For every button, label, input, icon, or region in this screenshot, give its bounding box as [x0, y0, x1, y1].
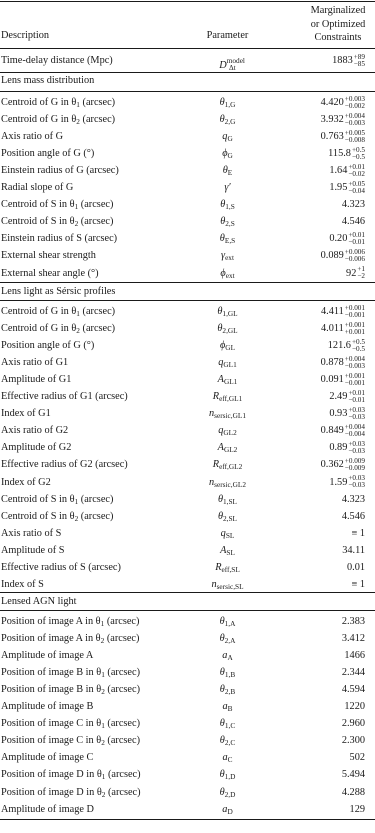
row-description: Position of image A in $\theta_2$ (arcsec) — [1, 633, 140, 646]
row-value: 0.01 — [346, 561, 365, 573]
row-parameter: $\gamma_{ext}$ — [221, 250, 234, 263]
row-parameter: $a_A$ — [222, 650, 233, 663]
row-description: Position of image B in $\theta_1$ (arcsec) — [1, 667, 140, 680]
table-row — [0, 681, 375, 698]
row-parameter: $\theta_{2,S}$ — [220, 216, 235, 229]
table-row — [0, 303, 375, 320]
table-row — [0, 320, 375, 337]
uncertainty: +1 −2 — [357, 265, 365, 281]
section-title-rule — [0, 91, 375, 92]
row-parameter: $\theta_E$ — [222, 165, 233, 178]
section-title-rule — [0, 610, 375, 611]
row-value: 2.960 — [341, 718, 365, 730]
row-description: Centroid of S in $\theta_2$ (arcsec) — [1, 216, 114, 229]
table-row — [0, 801, 375, 818]
row-description: Position of image B in $\theta_2$ (arcsec) — [1, 684, 140, 697]
uncertainty: +0.5 −0.5 — [351, 145, 365, 161]
uncertainty: +0.004 −0.004 — [344, 422, 365, 438]
row-description: Index of G2 — [1, 476, 51, 488]
table-row — [0, 766, 375, 783]
uncertainty: +0.005 −0.008 — [344, 128, 365, 144]
row-value: 1220 — [344, 701, 365, 713]
header-constraints-line: Marginalized — [310, 5, 366, 16]
table-row — [0, 371, 375, 388]
uncertainty: +0.001 −0.001 — [344, 371, 365, 387]
uncertainty: +0.003 −0.002 — [344, 94, 365, 110]
table-row — [0, 94, 375, 111]
row-value: 4.323 — [341, 199, 365, 211]
row-parameter: γ′ — [224, 182, 231, 194]
row-parameter: $R_{eff,SL}$ — [215, 561, 240, 574]
row-description: Centroid of S in $\theta_1$ (arcsec) — [1, 493, 114, 506]
row-description: Effective radius of G2 (arcsec) — [1, 459, 128, 471]
row-value: 0.362 +0.009 −0.009 — [320, 457, 365, 473]
table-row — [0, 388, 375, 405]
row-value: 5.494 — [341, 769, 365, 781]
row-description: Einstein radius of S (arcsec) — [1, 233, 118, 245]
uncertainty: +0.5 −0.5 — [351, 337, 365, 353]
row-parameter: $\theta_{1,S}$ — [220, 199, 235, 212]
row-parameter: $\theta_{1,G}$ — [219, 97, 236, 109]
row-value: 4.546 — [341, 216, 365, 228]
row-description: Amplitude of image A — [1, 650, 94, 662]
row-value: 502 — [349, 752, 365, 764]
table-row — [0, 715, 375, 732]
row-parameter: $R_{eff,GL1}$ — [212, 391, 243, 404]
row-value: 0.93 +0.03 −0.03 — [329, 405, 365, 421]
section-title: Lens mass distribution — [1, 75, 95, 86]
row-value: 0.089 +0.006 −0.006 — [320, 248, 365, 264]
row-description: Position of image A in $\theta_1$ (arcsec) — [1, 616, 140, 628]
row-parameter: $\phi_{ext}$ — [220, 267, 235, 280]
row-description: Position angle of G (°) — [1, 148, 95, 160]
table-row — [0, 613, 375, 630]
uncertainty: +0.01 −0.01 — [348, 231, 365, 247]
row-parameter: $\theta_{1,GL}$ — [217, 306, 238, 318]
row-parameter: $A_{GL1}$ — [217, 374, 238, 387]
row-description: Amplitude of S — [1, 544, 65, 556]
table-row — [0, 559, 375, 576]
row-description: Amplitude of image D — [1, 803, 94, 815]
table-row — [0, 732, 375, 749]
table-row — [0, 630, 375, 647]
row-description: External shear angle (°) — [1, 267, 99, 279]
row-parameter: $q_G$ — [222, 131, 233, 144]
table-row — [0, 145, 375, 162]
row-value: 4.288 — [341, 786, 365, 798]
row-parameter: $\theta_{1,D}$ — [219, 769, 236, 782]
row-value: 0.763 +0.005 −0.008 — [320, 128, 365, 144]
table-row — [0, 542, 375, 559]
row-description: Time-delay distance (Mpc) — [1, 55, 113, 66]
row-parameter: $\theta_{2,SL}$ — [217, 510, 238, 523]
uncertainty: +0.006 −0.006 — [344, 248, 365, 264]
row-value: 4.323 — [341, 493, 365, 505]
row-value: 0.20 +0.01 −0.01 — [329, 231, 365, 247]
row-value: 4.411 +0.001 −0.001 — [320, 303, 365, 319]
row-value: 3.932 +0.004 −0.003 — [320, 111, 365, 127]
row-value: 0.849 +0.004 −0.004 — [320, 422, 365, 438]
table-row — [0, 647, 375, 664]
row-parameter: $q_{GL1}$ — [218, 357, 237, 370]
row-value: 0.89 +0.03 −0.03 — [329, 440, 365, 456]
row-value: 3.412 — [341, 633, 365, 645]
row-description: Amplitude of image C — [1, 752, 94, 764]
time-delay-row — [0, 52, 375, 72]
table-row — [0, 405, 375, 422]
table-row — [0, 354, 375, 371]
row-description: Index of G1 — [1, 408, 51, 420]
row-value: 1466 — [344, 650, 365, 662]
row-parameter: $n_{sersic,SL}$ — [211, 578, 244, 591]
row-parameter: $\theta_{2,G}$ — [219, 114, 236, 127]
row-value: 115.8 +0.5 −0.5 — [328, 145, 365, 161]
table-row — [0, 422, 375, 439]
row-description: Position of image C in $\theta_2$ (arcsec) — [1, 735, 140, 748]
table-row — [0, 337, 375, 354]
table-row — [0, 525, 375, 542]
table-row — [0, 247, 375, 264]
table-row — [0, 474, 375, 491]
row-parameter: $\theta_{2,B}$ — [219, 684, 236, 697]
row-description: Effective radius of G1 (arcsec) — [1, 391, 128, 403]
row-description: Effective radius of S (arcsec) — [1, 561, 121, 573]
row-parameter: $\theta_{1,SL}$ — [217, 493, 238, 506]
row-value: 34.11 — [342, 544, 365, 556]
row-description: Einstein radius of G (arcsec) — [1, 165, 119, 177]
row-parameter: $\theta_{2,C}$ — [219, 735, 236, 748]
row-parameter: $\phi_{GL}$ — [219, 340, 236, 353]
table-row — [0, 230, 375, 247]
row-parameter: $a_B$ — [222, 701, 233, 714]
row-parameter: $a_D$ — [222, 803, 233, 816]
row-description: Index of S — [1, 578, 44, 590]
bottom-rule — [0, 819, 375, 820]
row-value: 4.546 — [341, 510, 365, 522]
row-parameter: $A_{GL2}$ — [217, 442, 238, 455]
row-parameter: $n_{sersic,GL2}$ — [209, 476, 246, 489]
uncertainty: +0.001 +0.001 — [344, 320, 365, 336]
table-row — [0, 491, 375, 508]
row-description: Radial slope of G — [1, 182, 74, 194]
row-description: Amplitude of image B — [1, 701, 94, 713]
row-description: Centroid of G in $\theta_2$ (arcsec) — [1, 114, 116, 127]
row-value: 4.420 +0.003 −0.002 — [320, 94, 365, 110]
uncertainty: +0.004 −0.003 — [344, 354, 365, 370]
uncertainty: +0.009 −0.009 — [344, 457, 365, 473]
row-value: 92 +1 −2 — [346, 265, 365, 281]
table-row — [0, 128, 375, 145]
row-description: Centroid of G in $\theta_2$ (arcsec) — [1, 323, 116, 336]
row-value: 129 — [349, 803, 365, 815]
uncertainty: +0.01 −0.01 — [348, 388, 365, 404]
row-value: ≡ 1 — [351, 527, 365, 539]
table-row — [0, 664, 375, 681]
row-description: Centroid of G in $\theta_1$ (arcsec) — [1, 306, 116, 318]
table-row — [0, 749, 375, 766]
row-parameter: $q_{GL2}$ — [218, 425, 237, 438]
header-parameter: Parameter — [206, 30, 249, 41]
row-value: ≡ 1 — [351, 578, 365, 590]
row-parameter: $\theta_{2,GL}$ — [217, 323, 238, 336]
row-description: Axis ratio of G2 — [1, 425, 69, 437]
section-title: Lens light as Sérsic profiles — [1, 286, 116, 297]
row-description: Position angle of G (°) — [1, 340, 95, 352]
row-description: Position of image D in $\theta_1$ (arcsec) — [1, 769, 141, 782]
row-value: 2.300 — [341, 735, 365, 747]
row-value: 4.011 +0.001 +0.001 — [320, 320, 365, 336]
row-description: Centroid of S in $\theta_2$ (arcsec) — [1, 510, 114, 523]
row-parameter: $a_C$ — [222, 752, 233, 765]
row-description: Axis ratio of G1 — [1, 357, 69, 369]
row-description: Position of image D in $\theta_2$ (arcsec) — [1, 786, 141, 799]
row-value: 4.594 — [341, 684, 365, 696]
table-row — [0, 576, 375, 593]
row-value: 1.95 +0.05 −0.04 — [329, 179, 365, 195]
row-description: Amplitude of G1 — [1, 374, 72, 386]
row-description: Centroid of S in $\theta_1$ (arcsec) — [1, 199, 114, 212]
uncertainty: +0.001 −0.001 — [344, 303, 365, 319]
row-parameter: $q_{SL}$ — [220, 527, 235, 540]
row-value: 1883 +89 −85 — [332, 52, 365, 68]
section-rule — [0, 72, 375, 73]
table-row — [0, 213, 375, 230]
row-value: 0.878 +0.004 −0.003 — [320, 354, 365, 370]
header-constraints — [303, 4, 373, 45]
row-value: 2.49 +0.01 −0.01 — [329, 388, 365, 404]
row-value: 0.091 +0.001 −0.001 — [320, 371, 365, 387]
row-description: Axis ratio of S — [1, 527, 62, 539]
table-row — [0, 111, 375, 128]
row-parameter: $R_{eff,GL2}$ — [212, 459, 243, 472]
table-row — [0, 784, 375, 801]
table-row — [0, 456, 375, 473]
section-rule — [0, 282, 375, 283]
table-row — [0, 508, 375, 525]
section-rule — [0, 592, 375, 593]
row-parameter: $\theta_{1,A}$ — [219, 616, 236, 628]
row-value: 121.6 +0.5 −0.5 — [327, 337, 365, 353]
uncertainty: +0.03 −0.03 — [348, 405, 365, 421]
table-row — [0, 265, 375, 282]
header-rule — [0, 48, 375, 49]
row-parameter: $n_{sersic,GL1}$ — [209, 408, 246, 421]
row-parameter: $\phi_G$ — [222, 148, 233, 161]
uncertainty: +0.05 −0.04 — [348, 179, 365, 195]
uncertainty: +0.03 −0.03 — [348, 440, 365, 456]
row-description: Amplitude of G2 — [1, 442, 72, 454]
uncertainty: +0.004 −0.003 — [344, 111, 365, 127]
table-row — [0, 196, 375, 213]
row-parameter: $\theta_{E,S}$ — [219, 233, 236, 246]
section-title-rule — [0, 300, 375, 301]
header-constraints-line: or Optimized — [310, 18, 366, 30]
row-value: 1.59 +0.03 −0.03 — [329, 474, 365, 490]
row-parameter: $\theta_{1,B}$ — [219, 667, 236, 680]
row-description: Axis ratio of G — [1, 131, 64, 143]
row-parameter: $\theta_{1,C}$ — [219, 718, 236, 731]
row-description: External shear strength — [1, 250, 96, 262]
row-parameter: $\theta_{2,A}$ — [219, 633, 236, 646]
header-description: Description — [1, 30, 50, 41]
row-value: 2.383 — [341, 616, 365, 627]
row-description: Centroid of G in $\theta_1$ (arcsec) — [1, 97, 116, 109]
uncertainty: +0.03 −0.03 — [348, 474, 365, 490]
row-parameter: $\theta_{2,D}$ — [219, 786, 236, 799]
row-value: 1.64 +0.01 −0.02 — [329, 162, 365, 178]
table-row — [0, 179, 375, 196]
header-constraints-line: Constraints — [314, 32, 362, 43]
row-parameter: $A_{SL}$ — [220, 544, 235, 557]
uncertainty: +0.01 −0.02 — [348, 162, 365, 178]
table-row — [0, 439, 375, 456]
table-row — [0, 698, 375, 715]
row-description: Position of image C in $\theta_1$ (arcsec) — [1, 718, 140, 731]
table-row — [0, 162, 375, 179]
row-parameter: $D^{model}_{\Delta t}$ — [219, 56, 245, 72]
row-value: 2.344 — [341, 667, 365, 679]
section-title: Lensed AGN light — [1, 596, 77, 607]
top-rule — [0, 1, 375, 2]
